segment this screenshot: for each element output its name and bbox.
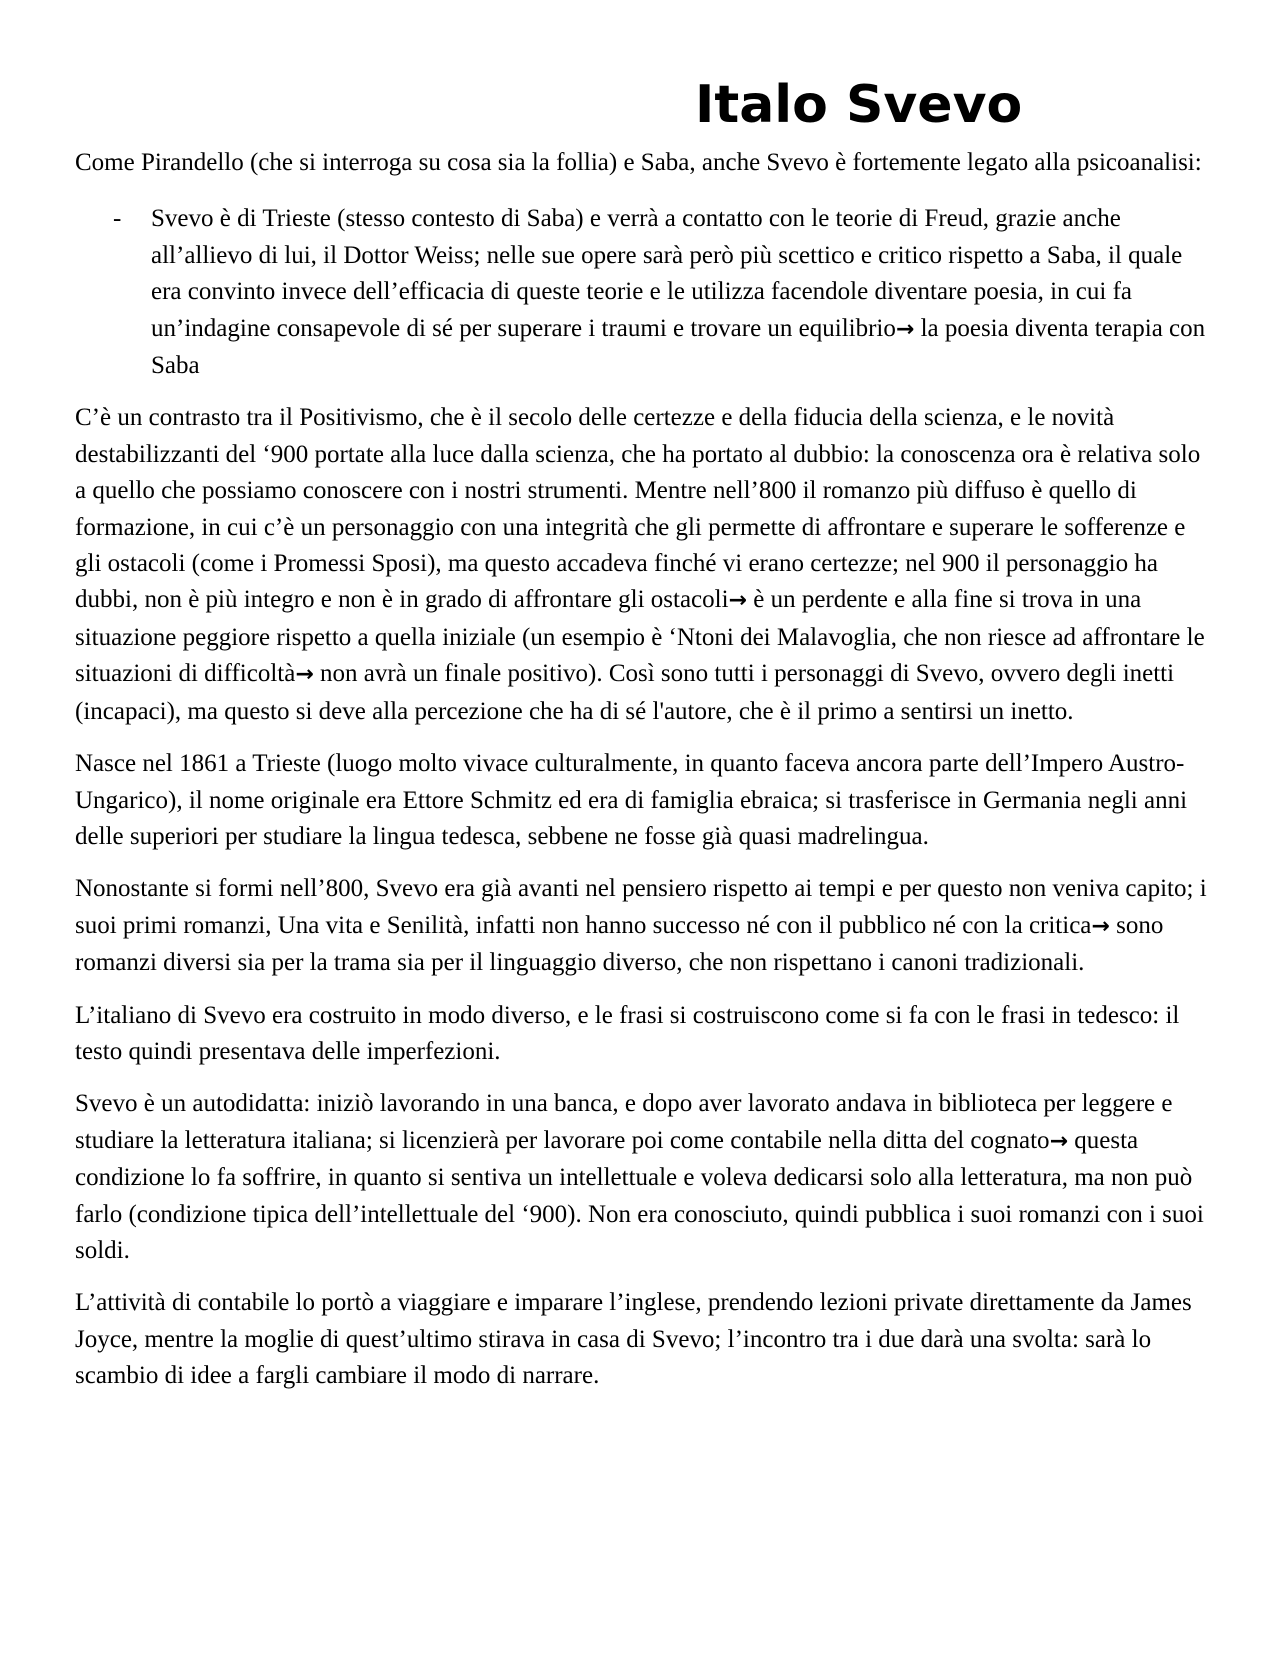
bullet-text-end: la poesia diventa terapia con Saba <box>151 314 1206 380</box>
document-body <box>75 145 1210 1411</box>
paragraph-early-novels <box>75 871 1210 981</box>
paragraph-autodidact <box>75 1086 1210 1269</box>
paragraph-early-novels-part1: Nonostante si formi nell’800, Svevo era già avanti nel pensiero rispetto ai tempi e per questo non veniva capito; i suoi primi romanzi, Una vita e Senilità, infatti non hanno successo né con il pubblico né con la critica <box>75 875 1207 939</box>
bullet-marker: - <box>113 205 122 233</box>
paragraph-autodidact-part1: Svevo è un autodidatta: iniziò lavorando in una banca, e dopo aver lavorato andava in biblioteca per leggere e studiare la letteratura italiana; si licenzierà per lavorare poi come contabile nella ditta del cognato <box>75 1090 1173 1154</box>
paragraph-positivism-part1: C’è un contrasto tra il Positivismo, che è il secolo delle certezze e della fiducia della scienza, e le novità destabilizzanti del ‘900 portate alla luce dalla scienza, che ha portato al dubbio: la conoscenza ora è relativa solo a quello che possiamo conoscere con i nostri strumenti. Mentre nell’800 il romanzo più diffuso è quello di formazione, in cui c’è un personaggio con una integrità che gli permette di affrontare e superare le sofferenze e gli ostacoli (come i Promessi Sposi), ma questo accadeva finché vi erano certezze; nel 900 il personaggio ha dubbi, non è più integro e non è in grado di affrontare gli ostacoli <box>75 404 1201 614</box>
paragraph-positivism-part2: è un perdente e alla fine si trova in una situazione peggiore rispetto a quella iniziale (un esempio è ‘Ntoni dei Malavoglia, che non riesce ad affrontare le situazioni di difficoltà <box>75 586 1205 688</box>
page-title: Italo Svevo <box>695 75 1023 135</box>
bullet-text-start: Svevo è di Trieste (stesso contesto di Saba) e verrà a contatto con le teorie di Freud, grazie anche all’allievo di lui, il Dottor Weiss; nelle sue opere sarà però più scettico e critico rispetto a Saba, il quale era convinto invece dell’efficacia di queste teorie e le utilizza facendole diventare poesia, in cui fa un’indagine consapevole di sé per superare i traumi e trovare un equilibrio <box>151 205 1183 342</box>
arrow-right-icon: → <box>1049 1128 1068 1154</box>
paragraph-joyce: L’attività di contabile lo portò a viaggiare e imparare l’inglese, prendendo lezioni private direttamente da James Joyce, mentre la moglie di quest’ultimo stirava in casa di Svevo; l’incontro tra i due darà una svolta: sarà lo scambio di idee a fargli cambiare il modo di narrare. <box>75 1289 1192 1390</box>
arrow-right-icon: → <box>295 662 314 688</box>
paragraph-language: L’italiano di Svevo era costruito in modo diverso, e le frasi si costruiscono come si fa con le frasi in tedesco: il testo quindi presentava delle imperfezioni. <box>75 1001 1180 1065</box>
paragraph-early-novels-part2: sono romanzi diversi sia per la trama sia per il linguaggio diverso, che non rispettano i canoni tradizionali. <box>75 911 1164 977</box>
paragraph-positivism-part3: non avrà un finale positivo). Così sono tutti i personaggi di Svevo, ovvero degli inetti (incapaci), ma questo si deve alla percezione che ha di sé l'autore, che è il primo a sentirsi un inetto. <box>75 660 1175 725</box>
arrow-right-icon: → <box>895 316 915 342</box>
paragraph-biography: Nasce nel 1861 a Trieste (luogo molto vivace culturalmente, in quanto faceva ancora parte dell’Impero Austro-Ungarico), il nome originale era Ettore Schmitz ed era di famiglia ebraica; si trasferisce in Germania negli anni delle superiori per studiare la lingua tedesca, sebbene ne fosse già quasi madrelingua. <box>75 750 1188 850</box>
arrow-right-icon: → <box>728 588 747 614</box>
paragraph-autodidact-part2: questa condizione lo fa soffrire, in quanto si sentiva un intellettuale e voleva dedicarsi solo alla letteratura, ma non può farlo (condizione tipica dell’intellettuale del ‘900). Non era conosciuto, quindi pubblica i suoi romanzi con i suoi soldi. <box>75 1126 1204 1264</box>
arrow-right-icon: → <box>1091 913 1110 939</box>
intro-paragraph: Come Pirandello (che si interroga su cosa sia la follia) e Saba, anche Svevo è fortemente legato alla psicoanalisi: <box>75 149 1202 176</box>
paragraph-positivism <box>75 400 1210 730</box>
bullet-item <box>75 201 1210 384</box>
